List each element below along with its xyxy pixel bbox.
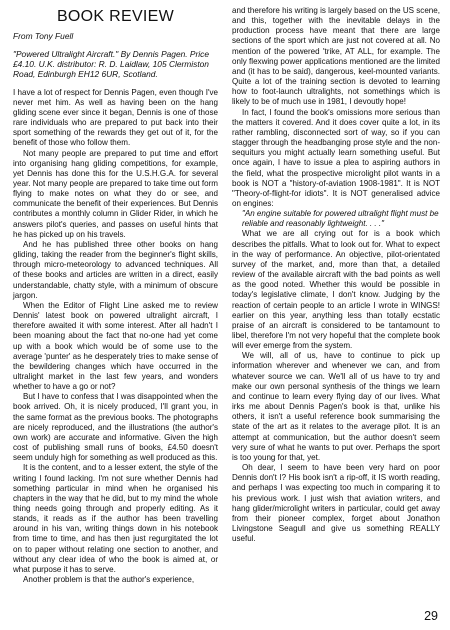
article-title: BOOK REVIEW <box>56 8 175 25</box>
paragraph: Oh dear, I seem to have been very hard on poor Dennis don't I? His book isn't a rip-off, it IS worth reading, and perhaps I was expecting too much in comparing it to his previous work. I just wish that aviation writers, and hang glider/microlight writers in particular, could get away from their pioneer complex, forget about Jonathon Livingstone Seagull and give us something REALLY useful. <box>232 463 440 544</box>
paragraph: Not many people are prepared to put time and effort into organising hang gliding competitions, for example, yet Dennis has done this for the U.S.H.G.A. for several year. Not many people are prepared to take time out form flying to make notes on what they do or see, and communicate the benefit of their experiences. But Dennis contributes a monthly column in Glider Rider, in which he answers pilot's queries, and passes on useful hints that he has picked up on his travels. <box>13 148 218 239</box>
left-column <box>13 8 218 585</box>
paragraph: It is the content, and to a lesser extent, the style of the writing I found lacking. I'm not sure whether Dennis had something particular in mind when he organised his chapters in the way that he did, but to my mind the whole thing needs going through and properly editing. As it stands, it reads as if the author has been travelling around in his van, writing things down in his notebook from time to time, and has then just regurgitated the lot on to paper without relating one section to another, and without any clear idea of who the book is aimed at, or what purpose it has to serve. <box>13 463 218 574</box>
paragraph: And he has published three other books on hang gliding, taking the reader from the beginner's flight skills, through micro-meteorology to advanced techniques. All of these books and articles are written in a direct, easily understandable, chatty style, with a minimum of obscure jargon. <box>13 239 218 300</box>
byline: From Tony Fuell <box>13 31 74 41</box>
paragraph: Another problem is that the author's experience, <box>23 575 195 585</box>
paragraph: When the Editor of Flight Line asked me to review Dennis' latest book on powered ultralight aircraft, I therefore awaited it with some interest. After all hadn't I been moaning about the fact that no-one had yet come up with a book which would be of some use to the average 'punter' as he desperately tries to make sense of the bewildering changes which have occurred in the ultralight market in the last few years, and wonders whether to have a go or not? <box>13 300 218 392</box>
paragraph: I have a lot of respect for Dennis Pagen, even though I've never met him. As well as having been on the hang gliding scene ever since it began, Dennis is one of those rare individuals who are prepared to put back into their sport something of the rewards they get out of it, for the benefit of those who follow them. <box>13 87 218 148</box>
right-column <box>232 6 440 544</box>
page-number: 29 <box>424 609 438 623</box>
paragraph: We will, all of us, have to continue to pick up information wherever and whenever we can, and from whatever source we can. We'll all of us have to try and make our own personal synthesis of the things we learn and continue to learn every flying day of our lives. What irks me about Dennis Pagen's book is that, unlike his others, it isn't a useful reference book summarising the state of the art as it relates to the average pilot. It is an attempt at communication, but the author doesn't seem very sure of what he wants to put over. Perhaps the sport is too young for that, yet. <box>232 351 440 462</box>
paragraph: What we are all crying out for is a book which describes the pitfalls. What to look out for. What to expect in the way of performance. An objective, pilot-orientated survey of the market, and, more than that, a detailed review of the available aircraft with the bad points as well as the good noted. Whether this would be possible in today's legislative climate, I don't know. Judging by the reaction of certain people to an article I wrote in WINGS! earlier on this year, anything less than totally ecstatic praise of an aircraft is considered to be tantamount to libel, therefore I'm not very hopeful that the complete book will ever emerge from the system. <box>232 229 440 351</box>
paragraph: But I have to confess that I was disappointed when the book arrived. Oh, it is nicely produced, I'll grant you, in the same format as the previous books. The photographs are nicely reproduced, and the illustrations (the author's own work) are accurate and informative. Given the high cost of publishing small runs of books, £4.50 doesn't seem unduly high for something as well produced as this. <box>13 392 218 463</box>
paragraph: In fact, I found the book's omissions more serious than the matters it covered. And it does cover quite a lot, in its rather rambling, disconnected sort of way, so if you can stagger through the headbanging prose style and the non-sequiturs you might actually learn something useful. But once again, I have to issue a plea to aspiring authors in the field, what the prospective microlight pilot wants in a book is NOT a "history-of-aviation 1908-1981". It is NOT "Theory-of-flight-for idiots". It is NOT generalised advice on engines: <box>232 107 440 208</box>
paragraph: and therefore his writing is largely based on the US scene, and this, together with the inevitable delays in the production process have meant that there are large sections of the sport which are just not covered at all. No mention of the powered 'trike, AT ALL, for example. The only flexwing power applications mentioned are the limited and (it has to be said), dangerous, keel-mounted variants. Quite a lot of the training section is devoted to learning how to foot-launch ultralights, not somethings which is likely to be of much use in 1981, I devoutly hope! <box>232 6 440 107</box>
book-info: "Powered Ultralight Aircraft." By Dennis Pagen. Price £4.10. U.K. distributor: R. D. Laidlaw, 105 Clermiston Road, Edinburgh EH12 6UR, Scotland. <box>13 49 210 80</box>
pull-quote: "An engine suitable for powered ultralight flight must be reliable and reasonably lightweight. . . ." <box>242 209 439 229</box>
